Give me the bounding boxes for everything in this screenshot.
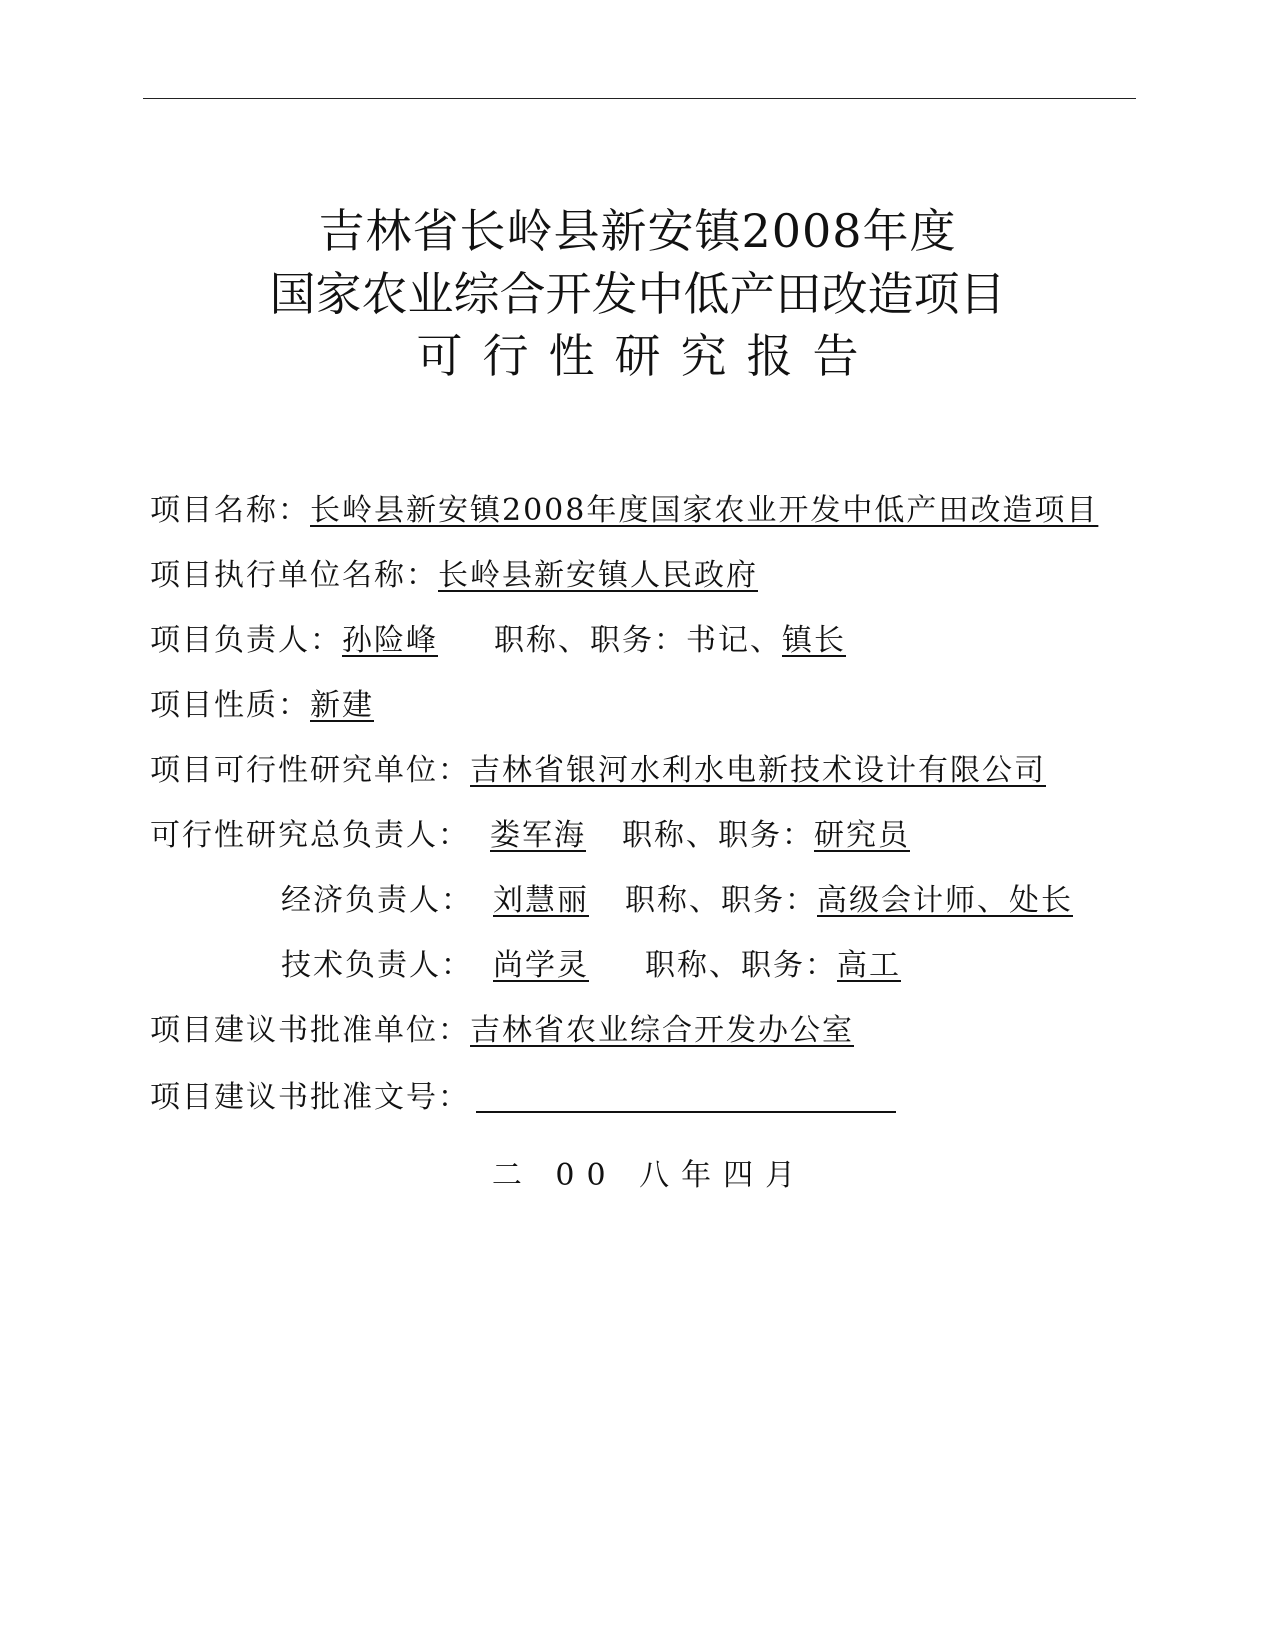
project-name-row (150, 493, 1099, 528)
econ-row (281, 883, 1073, 918)
research-unit-label: 项目可行性研究单位： (150, 753, 470, 788)
exec-unit-row (150, 558, 758, 593)
leader-value-wrap (342, 623, 458, 658)
econ-value: 刘慧丽 (493, 883, 589, 918)
econ-label: 经济负责人： (281, 883, 473, 918)
research-unit-value: 吉林省银河水利水电新技术设计有限公司 (470, 753, 1046, 788)
title-line-3: 可行性研究报告 (416, 329, 879, 383)
tech-label: 技术负责人： (281, 948, 473, 983)
leader-value: 孙险峰 (342, 623, 438, 658)
nature-value-wrap (310, 688, 422, 723)
exec-unit-label: 项目执行单位名称： (150, 558, 438, 593)
title-line-1: 吉林省长岭县新安镇2008年度 (318, 204, 957, 258)
chief-row (150, 818, 910, 853)
approve-no-blank (476, 1081, 896, 1113)
tech-title-label: 职称、职务： (645, 948, 837, 983)
econ-title-value: 高级会计师、处长 (817, 883, 1073, 918)
tech-title-value-wrap (837, 948, 929, 983)
econ-value-wrap (473, 883, 589, 918)
nature-row (150, 688, 422, 723)
approve-unit-value: 吉林省农业综合开发办公室 (470, 1013, 854, 1048)
chief-title-label: 职称、职务： (622, 818, 814, 853)
econ-title-label: 职称、职务： (625, 883, 817, 918)
tech-value-wrap (473, 948, 609, 983)
approve-no-label: 项目建议书批准文号： (150, 1080, 470, 1115)
chief-value-wrap (470, 818, 586, 853)
tech-title-value: 高工 (837, 948, 901, 983)
chief-value: 娄军海 (490, 818, 586, 853)
project-name-value: 长岭县新安镇2008年度国家农业开发中低产田改造项目 (310, 493, 1099, 528)
chief-label: 可行性研究总负责人： (150, 818, 470, 853)
approve-unit-row (150, 1013, 854, 1048)
approve-unit-label: 项目建议书批准单位： (150, 1013, 470, 1048)
leader-title-value: 镇长 (782, 623, 846, 658)
exec-unit-value: 长岭县新安镇人民政府 (438, 558, 758, 593)
chief-title-value: 研究员 (814, 818, 910, 853)
document-date: 二 00 八年四月 (491, 1158, 808, 1193)
leader-row (150, 623, 846, 658)
leader-title-label: 职称、职务： (494, 623, 686, 658)
research-unit-row (150, 753, 1046, 788)
approve-no-row (150, 1081, 896, 1113)
title-line-2: 国家农业综合开发中低产田改造项目 (269, 267, 1006, 321)
nature-label: 项目性质： (150, 688, 310, 723)
project-name-label: 项目名称： (150, 493, 310, 528)
tech-row (281, 948, 929, 983)
tech-value: 尚学灵 (493, 948, 589, 983)
header-rule (143, 98, 1136, 99)
nature-value: 新建 (310, 688, 374, 723)
leader-label: 项目负责人： (150, 623, 342, 658)
leader-title-prefix: 书记、 (686, 623, 782, 658)
